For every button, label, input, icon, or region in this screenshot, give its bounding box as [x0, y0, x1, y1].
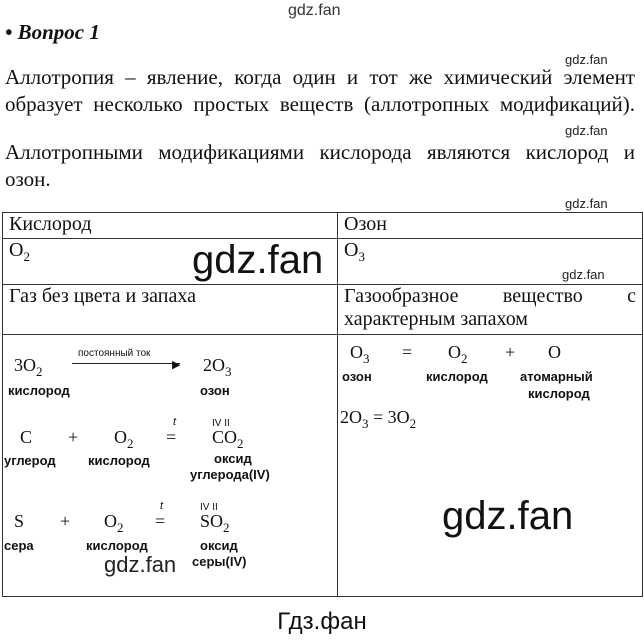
watermark-small: gdz.fan — [565, 196, 608, 211]
oxygen-formula-cell: $O_2$ — [3, 239, 338, 285]
arrow-head-icon: ▶ — [172, 359, 181, 371]
watermark-top: gdz.fan — [288, 2, 341, 19]
watermark-small: gdz.fan — [565, 52, 608, 67]
paragraph-line: образует несколько простых веществ (аллотропных модификаций). — [5, 92, 635, 116]
reaction-arrow — [72, 363, 180, 364]
watermark-small: gdz.fan — [565, 123, 608, 138]
definition-paragraph — [5, 64, 635, 118]
footer-site-name: Гдз.фан — [277, 608, 367, 635]
reaction-ozone-oxygen-equation: $2O_3 = 3O_2$ — [340, 407, 417, 431]
question-heading: • Вопрос 1 — [5, 20, 100, 44]
watermark-small: gdz.fan — [562, 267, 605, 282]
allotropes-paragraph — [5, 139, 635, 193]
table-header-oxygen: Кислород — [3, 213, 338, 239]
paragraph-line: озон. — [5, 167, 51, 191]
ozone-properties-cell: Газообразное вещество с характерным запахом — [338, 285, 643, 335]
oxygen-properties-cell: Газ без цвета и запаха — [3, 285, 338, 335]
paragraph-line: Аллотропия – явление, когда один и тот же химический элемент — [5, 65, 635, 89]
watermark-big: gdz.fan — [192, 238, 324, 282]
watermark-big: gdz.fan — [442, 494, 574, 538]
ozone-reactions-cell — [338, 335, 643, 597]
table-header-ozone: Озон — [338, 213, 643, 239]
ozone-formula-cell: $O_3$ — [338, 239, 643, 285]
paragraph-line: Аллотропными модификациями кислорода являются кислород и — [5, 140, 635, 164]
watermark-mid: gdz.fan — [104, 552, 177, 577]
